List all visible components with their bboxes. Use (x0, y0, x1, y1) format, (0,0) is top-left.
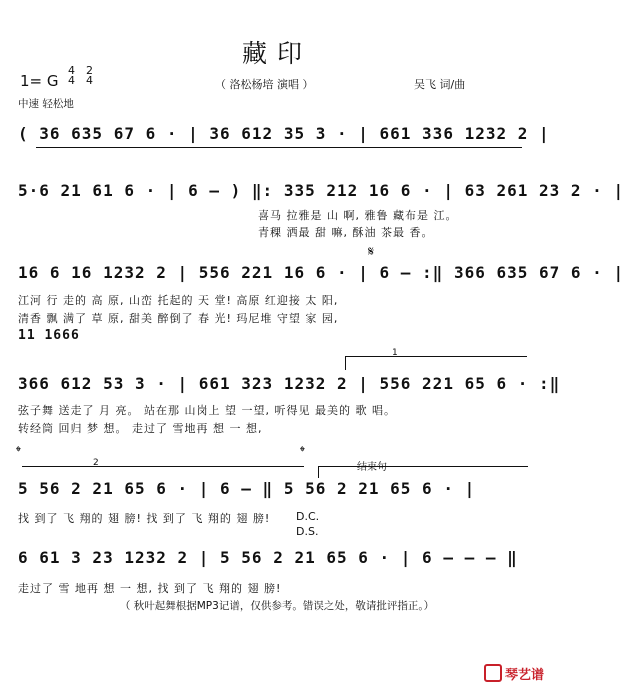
score-row-3: 16 6 16 1232 2 | 556 221 16 6 · | 6 – :‖ 366 635 67 6 · | (18, 263, 624, 282)
singer-credit: （ 洛松杨培 演唱 ） (215, 78, 314, 91)
score-row-2: 5·6 21 61 6 · | 6 – ) ‖: 335 212 16 6 · | 63 261 23 2 · | (18, 181, 624, 200)
volta-2-label: 2 (93, 458, 99, 468)
lyric-row-4a: 弦子舞 送走了 月 亮。 站在那 山岗上 望 一望, 听得见 最美的 歌 唱。 (18, 404, 396, 417)
time-signature-a: 4 4 (68, 64, 75, 87)
ending-label: 结束句 (357, 462, 387, 473)
author-credit: 吴飞 词/曲 (414, 78, 466, 91)
lyric-row-3b: 清香 飘 满了 草 原, 甜美 醉倒了 春 光! 玛尼堆 守望 家 园, (18, 312, 339, 325)
page-title: 藏印 (241, 39, 312, 68)
ds-mark: D.S. (296, 525, 319, 538)
segno-mark: 𝄋 (368, 244, 375, 260)
variation-notes: 11 1666 (18, 328, 80, 343)
score-row-1: ( 36 635 67 6 · | 36 612 35 3 · | 661 336 1232 2 | (18, 124, 550, 143)
volta-1-label: 1 (392, 348, 398, 358)
score-row-4: 366 612 53 3 · | 661 323 1232 2 | 556 221 65 6 · :‖ (18, 374, 561, 393)
lyric-row-2b: 青稞 洒最 甜 嘛, 酥油 茶最 香。 (258, 226, 434, 239)
time-signature-b: 2 4 (86, 64, 93, 87)
lyric-row-2a: 喜马 拉雅是 山 啊, 雅鲁 藏布是 江。 (258, 209, 458, 222)
dc-mark: D.C. (296, 510, 320, 523)
lyric-row-4b: 转经筒 回归 梦 想。 走过了 雪地再 想 一 想, (18, 422, 263, 435)
score-row-6: 6 61 3 23 1232 2 | 5 56 2 21 65 6 · | 6 – – – ‖ (18, 548, 518, 567)
coda-mark-left: 𝄌 (16, 444, 21, 460)
site-logo[interactable] (484, 664, 544, 683)
score-row-5: 5 56 2 21 65 6 · | 6 – ‖ 5 56 2 21 65 6 · | (18, 479, 476, 498)
key-signature: 1= G (20, 72, 59, 90)
coda-mark-right: 𝄌 (300, 444, 305, 460)
lyric-row-5a: 找 到了 飞 翔的 翅 膀! 找 到了 飞 翔的 翅 膀! (18, 512, 271, 525)
transcription-note: （ 秋叶起舞根据MP3记谱，仅供参考。错误之处，敬请批评指正。） (119, 600, 435, 612)
lyric-row-6a: 走过了 雪 地再 想 一 想, 找 到了 飞 翔的 翅 膀! (18, 582, 282, 595)
lyric-row-3a: 江河 行 走的 高 原, 山峦 托起的 天 堂! 高原 红迎接 太 阳, (18, 294, 339, 307)
logo-icon (484, 664, 502, 682)
tempo-marking: 中速 轻松地 (18, 98, 74, 110)
logo-text: 琴艺谱 (504, 668, 544, 683)
